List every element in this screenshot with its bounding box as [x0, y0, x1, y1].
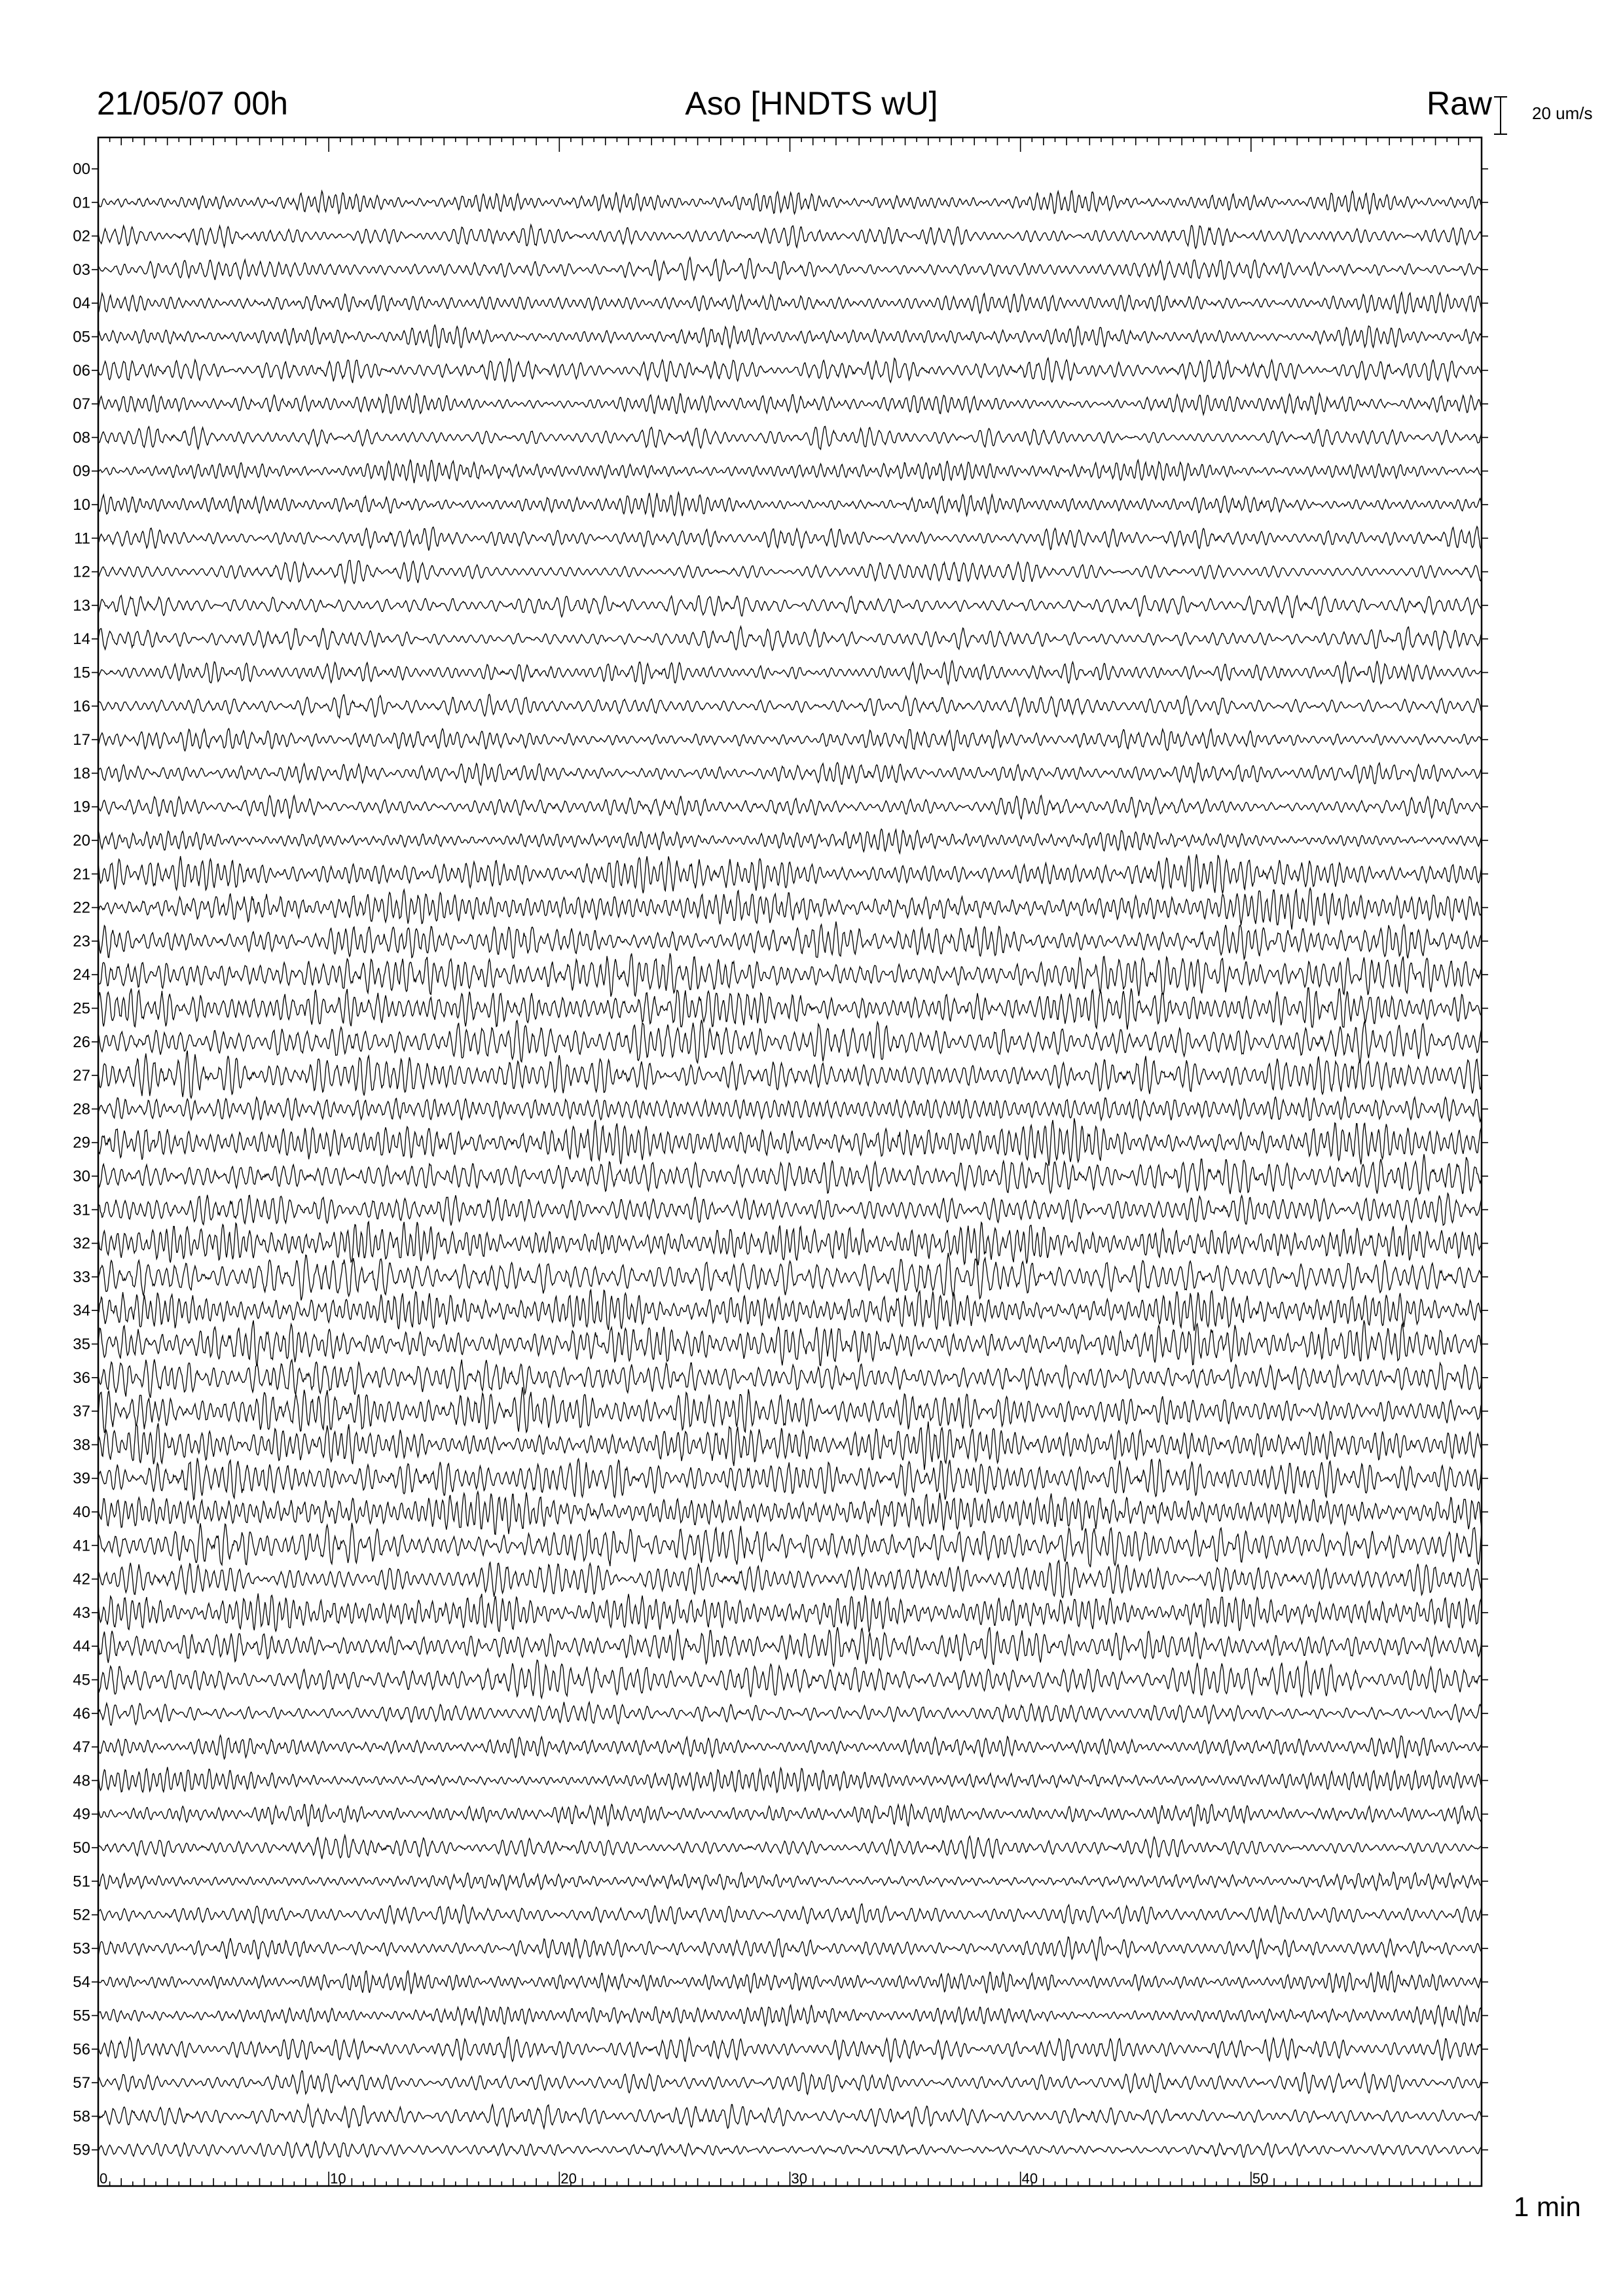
trace-row-43 — [98, 1594, 1482, 1632]
trace-row-03 — [98, 257, 1482, 281]
row-label-17: 17 — [73, 731, 90, 749]
x-tick-label: 0 — [100, 2170, 108, 2187]
x-tick-label: 50 — [1252, 2170, 1269, 2187]
trace-row-33 — [98, 1253, 1482, 1300]
x-tick-label: 40 — [1021, 2170, 1038, 2187]
trace-row-37 — [98, 1387, 1482, 1432]
row-label-07: 07 — [73, 395, 90, 414]
row-label-52: 52 — [73, 1906, 90, 1924]
trace-row-47 — [98, 1735, 1482, 1759]
row-label-06: 06 — [73, 361, 90, 380]
row-label-57: 57 — [73, 2074, 90, 2092]
row-label-05: 05 — [73, 328, 90, 346]
trace-row-40 — [98, 1492, 1482, 1534]
trace-row-25 — [98, 988, 1482, 1030]
row-label-10: 10 — [73, 496, 90, 514]
row-label-11: 11 — [74, 529, 90, 548]
mode-label: Raw — [1426, 85, 1492, 122]
row-label-19: 19 — [73, 798, 90, 816]
row-label-55: 55 — [73, 2007, 90, 2025]
trace-row-17 — [98, 728, 1482, 751]
trace-row-34 — [98, 1290, 1482, 1331]
x-tick-label: 20 — [560, 2170, 577, 2187]
trace-row-10 — [98, 492, 1482, 517]
trace-row-30 — [98, 1154, 1482, 1194]
trace-row-51 — [98, 1872, 1482, 1890]
row-label-45: 45 — [73, 1671, 90, 1689]
row-label-40: 40 — [73, 1503, 90, 1521]
trace-row-55 — [98, 2005, 1482, 2026]
row-label-34: 34 — [73, 1302, 90, 1320]
trace-row-24 — [98, 953, 1482, 996]
row-label-42: 42 — [73, 1570, 90, 1588]
row-label-39: 39 — [73, 1469, 90, 1488]
trace-row-23 — [98, 922, 1482, 960]
trace-row-12 — [98, 560, 1482, 584]
row-label-47: 47 — [73, 1738, 90, 1757]
trace-row-46 — [98, 1702, 1482, 1725]
row-label-28: 28 — [73, 1100, 90, 1119]
row-label-58: 58 — [73, 2108, 90, 2126]
trace-row-07 — [98, 393, 1482, 415]
row-label-26: 26 — [73, 1033, 90, 1051]
trace-row-04 — [98, 293, 1482, 314]
row-label-22: 22 — [73, 899, 90, 917]
row-label-41: 41 — [73, 1537, 90, 1555]
trace-row-28 — [98, 1097, 1482, 1122]
trace-row-19 — [98, 795, 1482, 819]
trace-row-21 — [98, 854, 1482, 893]
trace-row-05 — [98, 325, 1482, 348]
row-label-37: 37 — [73, 1403, 90, 1421]
trace-row-18 — [98, 762, 1482, 785]
row-label-33: 33 — [73, 1268, 90, 1286]
trace-row-29 — [98, 1119, 1482, 1166]
row-label-09: 09 — [73, 462, 90, 480]
row-label-13: 13 — [73, 596, 90, 615]
trace-row-26 — [98, 1020, 1482, 1063]
trace-row-38 — [98, 1422, 1482, 1470]
row-label-21: 21 — [73, 865, 90, 884]
row-label-00: 00 — [73, 160, 90, 178]
trace-row-56 — [98, 2037, 1482, 2062]
row-label-23: 23 — [73, 932, 90, 950]
row-label-01: 01 — [73, 194, 90, 212]
trace-row-48 — [98, 1767, 1482, 1793]
trace-row-06 — [98, 358, 1482, 383]
time-unit-label: 1 min — [1514, 2191, 1581, 2222]
trace-row-53 — [98, 1937, 1482, 1960]
row-label-25: 25 — [73, 999, 90, 1018]
row-label-44: 44 — [73, 1638, 90, 1656]
row-label-49: 49 — [73, 1805, 90, 1823]
row-label-56: 56 — [73, 2040, 90, 2058]
row-label-43: 43 — [73, 1604, 90, 1622]
trace-row-11 — [98, 526, 1482, 550]
trace-row-27 — [98, 1050, 1482, 1098]
row-label-03: 03 — [73, 260, 90, 279]
trace-row-41 — [98, 1523, 1482, 1568]
row-label-54: 54 — [73, 1973, 90, 1992]
row-label-36: 36 — [73, 1369, 90, 1387]
row-label-20: 20 — [73, 832, 90, 850]
trace-row-14 — [98, 626, 1482, 651]
row-label-02: 02 — [73, 227, 90, 245]
row-label-15: 15 — [73, 664, 90, 682]
trace-row-39 — [98, 1458, 1482, 1500]
row-label-16: 16 — [73, 697, 90, 715]
trace-row-22 — [98, 888, 1482, 929]
trace-row-57 — [98, 2071, 1482, 2094]
plot-frame — [98, 137, 1482, 2186]
scale-bar-label: 20 um/s — [1532, 103, 1593, 123]
trace-row-52 — [98, 1904, 1482, 1924]
trace-row-15 — [98, 661, 1482, 685]
trace-row-02 — [98, 224, 1482, 248]
x-tick-label: 30 — [791, 2170, 807, 2187]
row-label-12: 12 — [73, 563, 90, 581]
date-hour-label: 21/05/07 00h — [97, 85, 288, 122]
row-label-38: 38 — [73, 1436, 90, 1454]
row-label-18: 18 — [73, 764, 90, 783]
trace-row-54 — [98, 1971, 1482, 1994]
trace-row-42 — [98, 1560, 1482, 1598]
row-label-30: 30 — [73, 1168, 90, 1185]
station-title: Aso [HNDTS wU] — [685, 85, 938, 122]
row-label-24: 24 — [73, 966, 90, 984]
x-tick-label: 10 — [330, 2170, 346, 2187]
row-label-04: 04 — [73, 295, 90, 313]
row-label-08: 08 — [73, 429, 90, 447]
row-label-29: 29 — [73, 1134, 90, 1152]
trace-row-31 — [98, 1193, 1482, 1225]
row-label-59: 59 — [73, 2141, 90, 2159]
trace-row-58 — [98, 2104, 1482, 2128]
row-label-46: 46 — [73, 1704, 90, 1723]
trace-row-09 — [98, 460, 1482, 483]
trace-row-45 — [98, 1660, 1482, 1698]
row-label-53: 53 — [73, 1939, 90, 1958]
row-label-35: 35 — [73, 1335, 90, 1354]
trace-row-49 — [98, 1804, 1482, 1827]
trace-row-01 — [98, 190, 1482, 213]
trace-row-36 — [98, 1359, 1482, 1398]
trace-row-59 — [98, 2141, 1482, 2158]
row-label-27: 27 — [73, 1067, 90, 1085]
trace-row-16 — [98, 694, 1482, 718]
row-label-14: 14 — [73, 630, 90, 649]
trace-row-35 — [98, 1320, 1482, 1365]
trace-row-44 — [98, 1627, 1482, 1666]
trace-row-50 — [98, 1835, 1482, 1859]
row-label-31: 31 — [73, 1201, 90, 1219]
row-label-32: 32 — [73, 1234, 90, 1253]
row-label-51: 51 — [73, 1873, 90, 1891]
trace-row-13 — [98, 596, 1482, 618]
trace-row-08 — [98, 426, 1482, 449]
row-label-50: 50 — [73, 1839, 90, 1857]
trace-row-20 — [98, 829, 1482, 853]
row-label-48: 48 — [73, 1772, 90, 1790]
